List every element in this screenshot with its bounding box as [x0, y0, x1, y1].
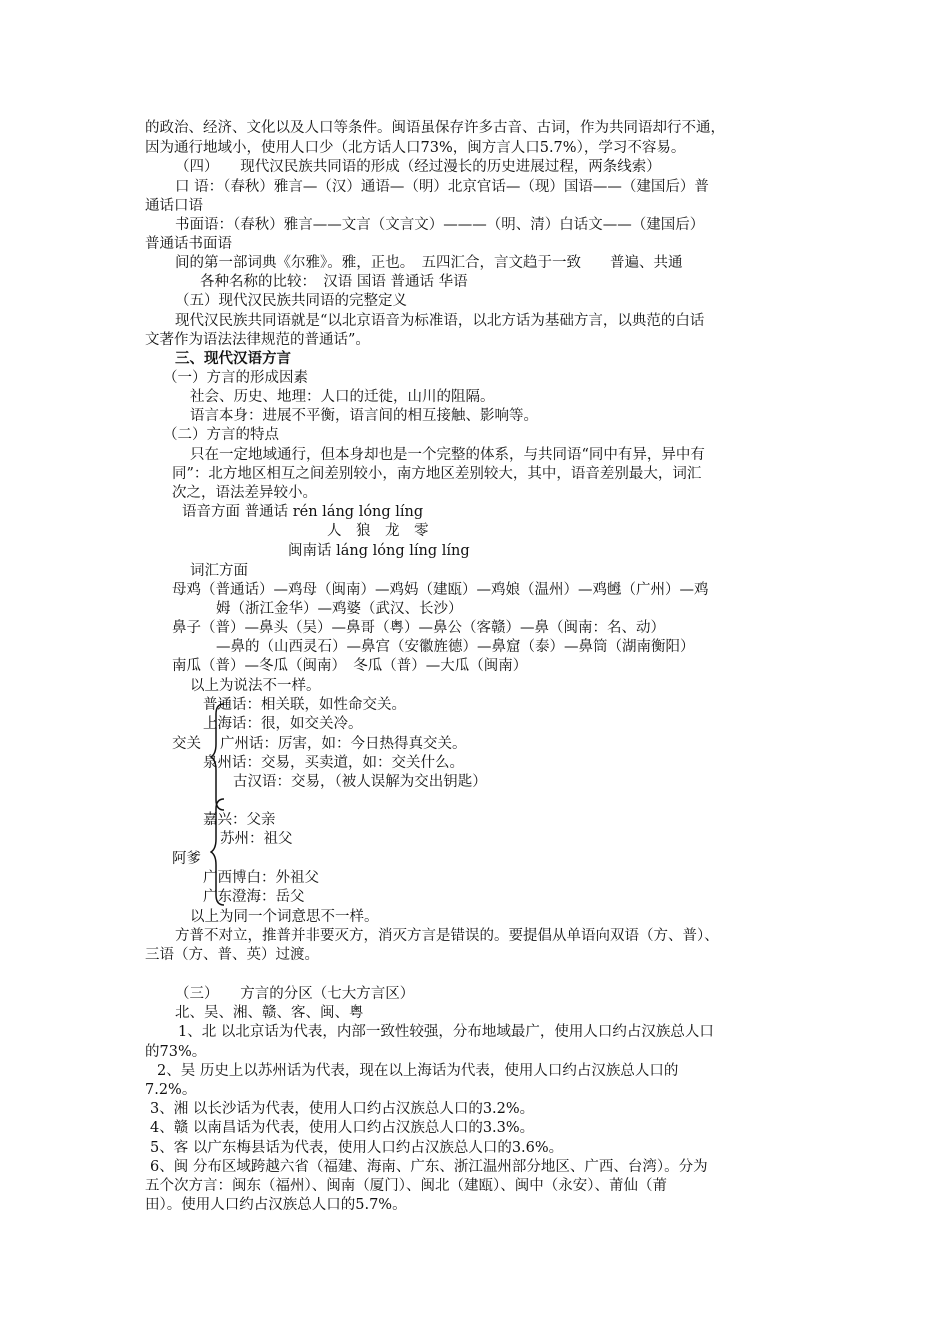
term-label: 阿爹 [172, 851, 201, 867]
section-heading: （一）方言的形成因素 [163, 370, 308, 386]
section-heading: （三） 方言的分区（七大方言区） [175, 986, 415, 1002]
text-line: 口 语：（春秋）雅言—（汉）通语—（明）北京官话—（现）国语——（建国后）普 [175, 179, 709, 195]
text-line: 上海话：很，如交关冷。 [203, 716, 363, 732]
text-line: 通话口语 [145, 198, 203, 214]
section-heading: （二）方言的特点 [163, 427, 279, 443]
text-line: 社会、历史、地理：人口的迁徙，山川的阻隔。 [190, 389, 495, 405]
text-line: 广州话：厉害，如：今日热得真交关。 [220, 736, 467, 752]
text-line: 7.2%。 [145, 1082, 197, 1098]
list-item: 4、赣 以南昌话为代表，使用人口约占汉族总人口的3.3%。 [150, 1120, 535, 1136]
text-line: 同”：北方地区相互之间差别较小，南方地区差别较大，其中，语音差别最大，词汇 [172, 466, 702, 482]
pronunciation-chars: 人 狼 龙 零 [327, 523, 429, 539]
text-line: 田）。使用人口约占汉族总人口的5.7%。 [145, 1197, 407, 1213]
list-item: 3、湘 以长沙话为代表，使用人口约占汉族总人口的3.2%。 [150, 1101, 535, 1117]
text-line: 间的第一部词典《尔雅》。雅，正也。 五四汇合，言文趋于一致 普遍、共通 [175, 255, 683, 271]
text-line: 因为通行地域小，使用人口少（北方话人口73%，闽方言人口5.7%），学习不容易。 [145, 140, 686, 156]
text-line: 普通话书面语 [145, 236, 232, 252]
text-line: 广东澄海：岳父 [203, 889, 305, 905]
text-line: 鼻子（普）—鼻头（吴）—鼻哥（粤）—鼻公（客赣）—鼻（闽南：名、动） [172, 620, 665, 636]
section-heading: （五）现代汉民族共同语的完整定义 [175, 293, 407, 309]
text-line: 五个次方言：闽东（福州）、闽南（厦门）、闽北（建瓯）、闽中（永安）、莆仙（莆 [145, 1178, 667, 1194]
text-line: —鼻的（山西灵石）—鼻宫（安徽旌德）—鼻窟（泰）—鼻筒（湖南衡阳） [216, 639, 695, 655]
text-line: 三语（方、普、英）过渡。 [145, 947, 319, 963]
list-item: 5、客 以广东梅县话为代表，使用人口约占汉族总人口的3.6%。 [150, 1140, 564, 1156]
pronunciation-row: 闽南话 láng lóng líng líng [288, 543, 470, 559]
text-line: 以上为同一个词意思不一样。 [190, 909, 379, 925]
pronunciation-row: 语音方面 普通话 rén láng lóng líng [182, 504, 424, 520]
chapter-heading: 三、现代汉语方言 [175, 350, 291, 367]
text-line: 古汉语：交易，（被人误解为交出钥匙） [233, 774, 487, 790]
text-line: 广西博白：外祖父 [203, 870, 319, 886]
text-line: 词汇方面 [190, 563, 248, 579]
text-line: 北、吴、湘、赣、客、闽、粤 [175, 1005, 364, 1021]
text-line: 书面语：（春秋）雅言——文言（文言文）———（明、清）白话文——（建国后） [175, 217, 705, 233]
term-label: 交关 [172, 736, 201, 752]
text-line: 普通话：相关联，如性命交关。 [203, 697, 406, 713]
text-line: 只在一定地域通行，但本身却也是一个完整的体系，与共同语“同中有异，异中有 [190, 447, 705, 463]
text-line: 嘉兴：父亲 [203, 812, 276, 828]
text-line: 以上为说法不一样。 [190, 678, 321, 694]
text-line: 母鸡（普通话）—鸡母（闽南）—鸡妈（建瓯）—鸡娘（温州）—鸡乸（广州）—鸡 [172, 582, 709, 598]
text-line: 的73%。 [145, 1044, 207, 1060]
text-line: 方普不对立，推普并非要灭方，消灭方言是错误的。要提倡从单语向双语（方、普）、 [175, 928, 719, 944]
list-item: 1、北 以北京话为代表，内部一致性较强，分布地域最广，使用人口约占汉族总人口 [178, 1024, 714, 1040]
text-line: 现代汉民族共同语就是“以北京语音为标准语，以北方话为基础方言，以典范的白话 [175, 313, 705, 329]
text-line: 南瓜（普）—冬瓜（闽南） 冬瓜（普）—大瓜（闽南） [172, 658, 528, 674]
text-line: 次之，语法差异较小。 [172, 485, 317, 501]
text-line: 苏州：祖父 [220, 831, 293, 847]
section-heading: （四） 现代汉民族共同语的形成（经过漫长的历史进展过程，两条线索） [175, 159, 661, 175]
list-item: 2、吴 历史上以苏州话为代表，现在以上海话为代表，使用人口约占汉族总人口的 [157, 1063, 679, 1079]
text-line: 的政治、经济、文化以及人口等条件。闽语虽保存许多古音、古词，作为共同语却行不通， [145, 120, 725, 136]
text-line: 各种名称的比较： 汉语 国语 普通话 华语 [200, 274, 468, 290]
text-line: 文著作为语法法律规范的普通话”。 [145, 332, 370, 348]
text-line: 泉州话：交易，买卖道，如：交关什么。 [203, 755, 464, 771]
text-line: 语言本身：进展不平衡，语言间的相互接触、影响等。 [190, 408, 538, 424]
list-item: 6、闽 分布区域跨越六省（福建、海南、广东、浙江温州部分地区、广西、台湾）。分为 [150, 1159, 708, 1175]
text-line: 姆（浙江金华）—鸡婆（武汉、长沙） [216, 601, 463, 617]
